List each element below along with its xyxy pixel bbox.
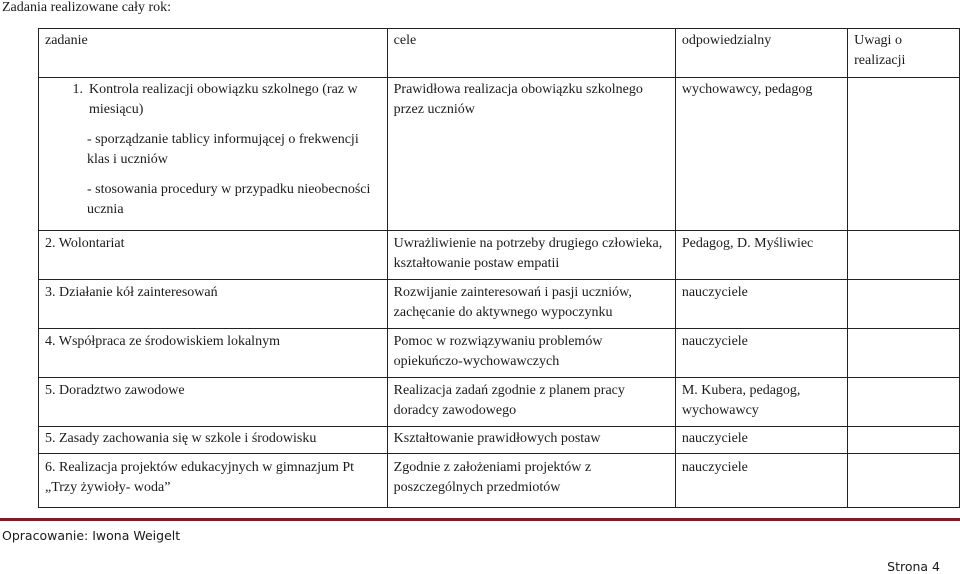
subitem: - sporządzanie tablicy informującej o frekwencji klas i uczniów	[87, 132, 359, 167]
notes-cell	[848, 378, 960, 427]
task-cell: 5. Doradztwo zawodowe	[39, 378, 388, 427]
notes-cell	[848, 454, 960, 508]
notes-cell	[848, 78, 960, 231]
task-cell	[39, 78, 388, 231]
table-header-row	[39, 29, 960, 78]
responsible-cell: nauczyciele	[675, 329, 847, 378]
table-row	[39, 427, 960, 454]
responsible-cell: M. Kubera, pedagog, wychowawcy	[675, 378, 847, 427]
task-cell: 6. Realizacja projektów edukacyjnych w gimnazjum Pt „Trzy żywioły- woda”	[39, 454, 388, 508]
notes-cell	[848, 427, 960, 454]
page-heading: Zadania realizowane cały rok:	[2, 0, 172, 15]
task-cell: 4. Współpraca ze środowiskiem lokalnym	[39, 329, 388, 378]
table-row	[39, 280, 960, 329]
task-main	[45, 80, 381, 120]
goal-cell: Kształtowanie prawidłowych postaw	[387, 427, 675, 454]
goal-cell: Uwrażliwienie na potrzeby drugiego człowieka, kształtowanie postaw empatii	[387, 231, 675, 280]
table-row	[39, 78, 960, 231]
goal-cell: Prawidłowa realizacja obowiązku szkolnego przez uczniów	[387, 78, 675, 231]
table-row	[39, 329, 960, 378]
goal-cell: Zgodnie z założeniami projektów z poszczególnych przedmiotów	[387, 454, 675, 508]
task-cell: 3. Działanie kół zainteresowań	[39, 280, 388, 329]
header-responsible: odpowiedzialny	[675, 29, 847, 78]
header-notes: Uwagi o realizacji	[848, 29, 960, 78]
responsible-cell: wychowawcy, pedagog	[675, 78, 847, 231]
tasks-table	[38, 28, 960, 508]
responsible-cell: nauczyciele	[675, 427, 847, 454]
goal-cell: Rozwijanie zainteresowań i pasji uczniów, zachęcanie do aktywnego wypoczynku	[387, 280, 675, 329]
footer-divider	[0, 518, 960, 521]
table-row	[39, 378, 960, 427]
task-cell: 2. Wolontariat	[39, 231, 388, 280]
footer-author: Opracowanie: Iwona Weigelt	[2, 528, 181, 543]
task-number: 1.	[72, 82, 83, 97]
notes-cell	[848, 280, 960, 329]
notes-cell	[848, 329, 960, 378]
task-cell: 5. Zasady zachowania się w szkole i środowisku	[39, 427, 388, 454]
subitem: - stosowania procedury w przypadku nieobecności ucznia	[87, 182, 371, 217]
notes-cell	[848, 231, 960, 280]
page-number: Strona 4	[887, 559, 940, 574]
table-row	[39, 231, 960, 280]
responsible-cell: nauczyciele	[675, 280, 847, 329]
responsible-cell: Pedagog, D. Myśliwiec	[675, 231, 847, 280]
task-text: Kontrola realizacji obowiązku szkolnego (raz w miesiącu)	[89, 82, 358, 117]
header-goals: cele	[387, 29, 675, 78]
goal-cell: Pomoc w rozwiązywaniu problemów opiekuńczo-wychowawczych	[387, 329, 675, 378]
responsible-cell: nauczyciele	[675, 454, 847, 508]
task-subitems	[45, 130, 381, 220]
goal-cell: Realizacja zadań zgodnie z planem pracy doradcy zawodowego	[387, 378, 675, 427]
header-task: zadanie	[39, 29, 388, 78]
table-row	[39, 454, 960, 508]
